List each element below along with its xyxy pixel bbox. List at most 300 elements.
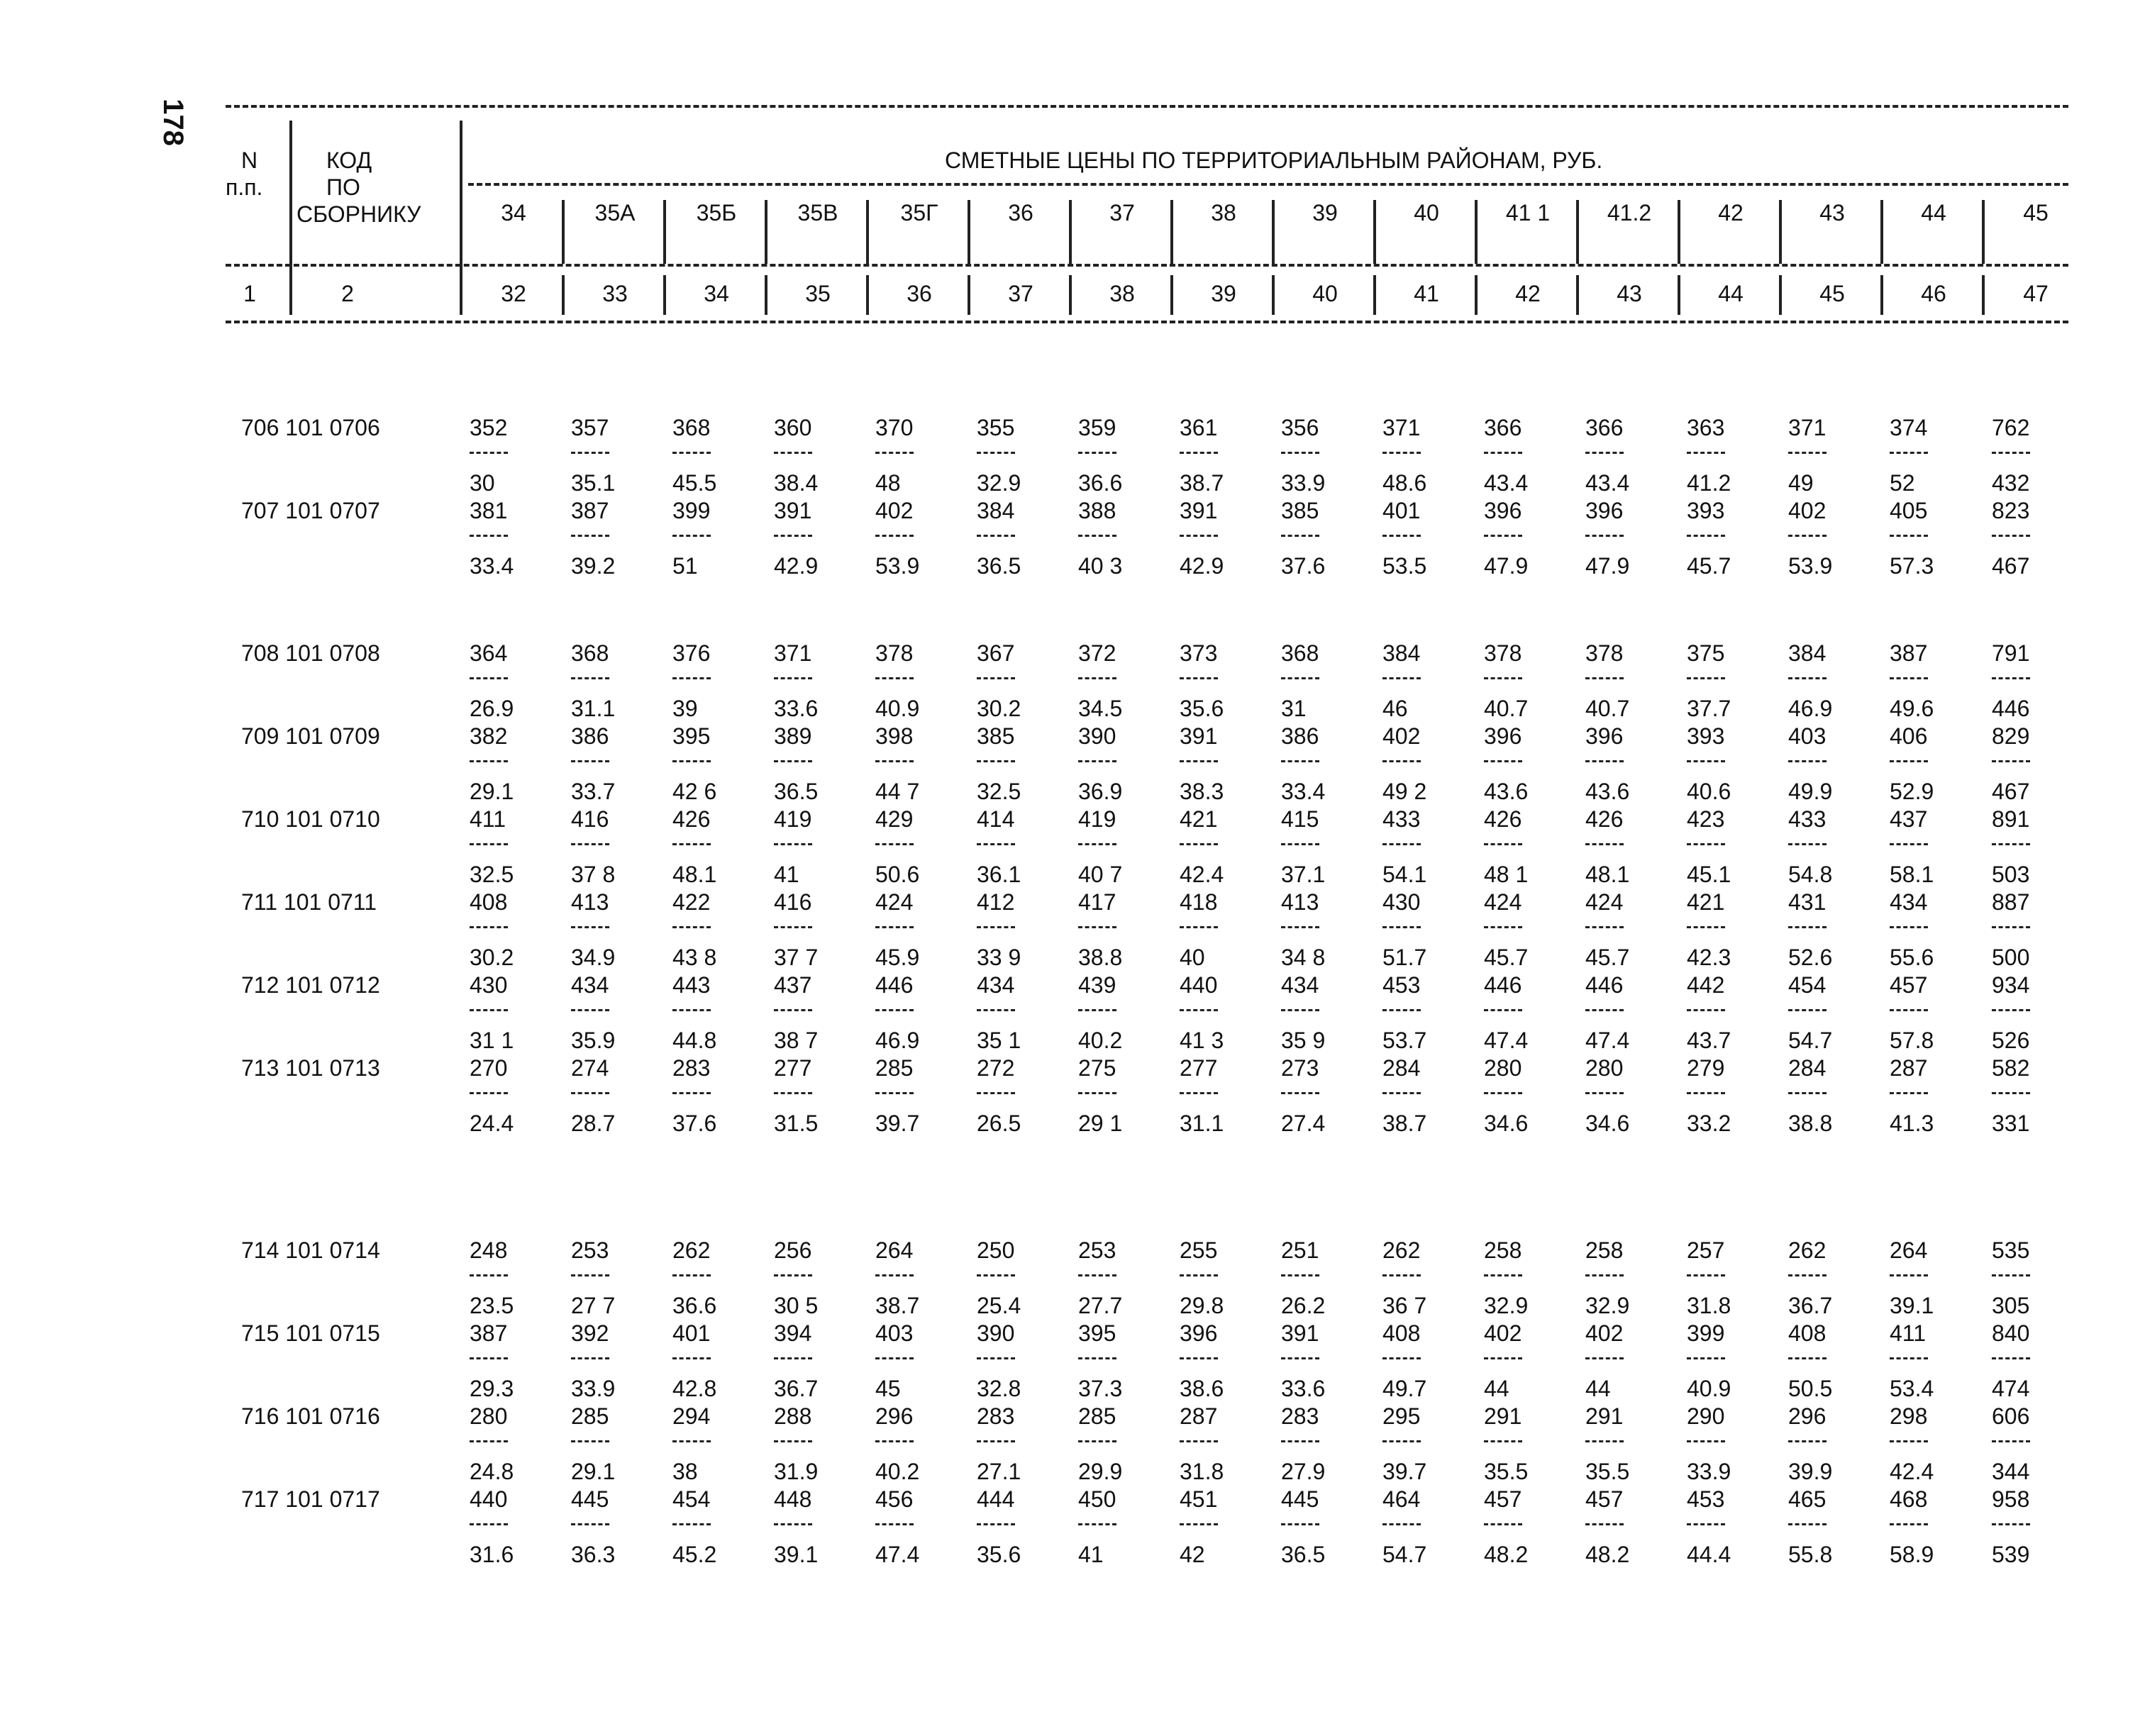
cell-value-bottom: 30 bbox=[470, 470, 495, 496]
cell-fraction-line bbox=[1484, 677, 1522, 679]
cell-value-top: 257 bbox=[1687, 1237, 1725, 1263]
header-vertical-separator bbox=[1880, 200, 1883, 264]
cell-fraction-line bbox=[470, 1092, 508, 1094]
cell-value-bottom: 53.5 bbox=[1382, 553, 1427, 579]
cell-value-top: 258 bbox=[1484, 1237, 1522, 1263]
header-column-label: 39 bbox=[1312, 200, 1338, 226]
cell-value-bottom: 42 6 bbox=[672, 779, 717, 804]
cell-value-top: 390 bbox=[977, 1320, 1015, 1346]
cell-fraction-line bbox=[672, 843, 711, 845]
cell-fraction-line bbox=[1585, 1523, 1624, 1525]
cell-value-bottom: 47.9 bbox=[1585, 553, 1630, 579]
cell-value-bottom: 33 9 bbox=[977, 945, 1021, 970]
cell-fraction-line bbox=[1687, 1274, 1725, 1276]
cell-fraction-line bbox=[1484, 1092, 1522, 1094]
cell-value-top: 355 bbox=[977, 415, 1015, 440]
cell-fraction-line bbox=[672, 535, 711, 537]
cell-fraction-line bbox=[1585, 843, 1624, 845]
cell-value-top: 401 bbox=[672, 1320, 711, 1346]
cell-fraction-line bbox=[1992, 1092, 2030, 1094]
cell-value-top: 375 bbox=[1687, 640, 1725, 666]
cell-fraction-line bbox=[1281, 677, 1319, 679]
cell-value-bottom: 41 bbox=[1078, 1542, 1104, 1567]
cell-value-top: 385 bbox=[1281, 498, 1319, 523]
cell-value-bottom: 49.6 bbox=[1890, 696, 1934, 721]
cell-value-top: 829 bbox=[1992, 723, 2030, 749]
cell-value-top: 360 bbox=[774, 415, 812, 440]
header-column-number: 41 bbox=[1414, 281, 1439, 306]
cell-value-bottom: 50.6 bbox=[875, 862, 920, 887]
cell-value-bottom: 35 1 bbox=[977, 1028, 1021, 1053]
cell-fraction-line bbox=[1890, 1357, 1928, 1359]
cell-fraction-line bbox=[1281, 1274, 1319, 1276]
cell-value-bottom: 57.3 bbox=[1890, 553, 1934, 579]
header-numbers-rule bbox=[226, 264, 2068, 267]
cell-value-top: 440 bbox=[470, 1486, 508, 1512]
cell-fraction-line bbox=[1180, 926, 1218, 928]
cell-value-bottom: 44.4 bbox=[1687, 1542, 1731, 1567]
cell-value-bottom: 40.6 bbox=[1687, 779, 1731, 804]
header-vertical-separator bbox=[289, 121, 292, 298]
cell-value-top: 395 bbox=[1078, 1320, 1116, 1346]
cell-fraction-line bbox=[875, 1440, 914, 1442]
header-col2-line2: ПО bbox=[326, 174, 360, 200]
header-vertical-separator bbox=[1373, 200, 1376, 264]
cell-value-top: 388 bbox=[1078, 498, 1116, 523]
cell-value-top: 277 bbox=[774, 1055, 812, 1081]
cell-value-bottom: 39.7 bbox=[875, 1111, 920, 1136]
cell-value-bottom: 33.9 bbox=[1281, 470, 1326, 496]
cell-fraction-line bbox=[1788, 677, 1827, 679]
cell-value-bottom: 29.1 bbox=[470, 779, 514, 804]
cell-fraction-line bbox=[1281, 1092, 1319, 1094]
header-vertical-separator bbox=[968, 200, 970, 264]
cell-value-bottom: 539 bbox=[1992, 1542, 2030, 1567]
cell-fraction-line bbox=[1687, 1357, 1725, 1359]
cell-fraction-line bbox=[470, 535, 508, 537]
cell-value-top: 274 bbox=[571, 1055, 609, 1081]
cell-value-top: 934 bbox=[1992, 972, 2030, 998]
cell-value-top: 390 bbox=[1078, 723, 1116, 749]
cell-fraction-line bbox=[672, 1523, 711, 1525]
cell-value-bottom: 44 bbox=[1585, 1376, 1611, 1401]
cell-value-top: 371 bbox=[1788, 415, 1827, 440]
cell-value-bottom: 38.3 bbox=[1180, 779, 1224, 804]
cell-fraction-line bbox=[571, 926, 609, 928]
cell-value-bottom: 27.4 bbox=[1281, 1111, 1326, 1136]
cell-value-top: 364 bbox=[470, 640, 508, 666]
cell-value-bottom: 39.2 bbox=[571, 553, 616, 579]
cell-fraction-line bbox=[1484, 535, 1522, 537]
cell-value-bottom: 54.8 bbox=[1788, 862, 1833, 887]
cell-fraction-line bbox=[1180, 677, 1218, 679]
cell-value-bottom: 47.4 bbox=[1484, 1028, 1529, 1053]
cell-value-top: 424 bbox=[1585, 889, 1624, 915]
cell-fraction-line bbox=[1484, 1009, 1522, 1011]
cell-value-bottom: 36.7 bbox=[774, 1376, 819, 1401]
cell-value-top: 374 bbox=[1890, 415, 1928, 440]
row-label: 712 101 0712 bbox=[241, 972, 380, 998]
cell-value-bottom: 33.6 bbox=[1281, 1376, 1326, 1401]
cell-fraction-line bbox=[1180, 535, 1218, 537]
header-column-number: 32 bbox=[501, 281, 526, 306]
cell-value-top: 295 bbox=[1382, 1403, 1421, 1429]
cell-value-bottom: 26.2 bbox=[1281, 1293, 1326, 1318]
cell-value-top: 366 bbox=[1484, 415, 1522, 440]
cell-value-top: 391 bbox=[774, 498, 812, 523]
cell-fraction-line bbox=[1890, 1523, 1928, 1525]
cell-value-top: 456 bbox=[875, 1486, 914, 1512]
cell-fraction-line bbox=[977, 1523, 1015, 1525]
cell-fraction-line bbox=[1078, 1523, 1116, 1525]
cell-value-bottom: 53.4 bbox=[1890, 1376, 1934, 1401]
cell-value-top: 439 bbox=[1078, 972, 1116, 998]
cell-value-top: 430 bbox=[470, 972, 508, 998]
header-column-label: 43 bbox=[1819, 200, 1845, 226]
cell-fraction-line bbox=[672, 760, 711, 762]
cell-fraction-line bbox=[1992, 535, 2030, 537]
cell-fraction-line bbox=[1078, 760, 1116, 762]
cell-fraction-line bbox=[1687, 1092, 1725, 1094]
cell-fraction-line bbox=[1687, 1009, 1725, 1011]
cell-fraction-line bbox=[672, 1092, 711, 1094]
cell-fraction-line bbox=[977, 1357, 1015, 1359]
cell-value-top: 437 bbox=[1890, 806, 1928, 832]
cell-value-bottom: 35.1 bbox=[571, 470, 616, 496]
cell-fraction-line bbox=[1180, 1357, 1218, 1359]
cell-value-top: 298 bbox=[1890, 1403, 1928, 1429]
cell-value-top: 389 bbox=[774, 723, 812, 749]
cell-value-top: 431 bbox=[1788, 889, 1827, 915]
cell-value-bottom: 45.5 bbox=[672, 470, 717, 496]
cell-fraction-line bbox=[1382, 1357, 1421, 1359]
cell-value-bottom: 39.7 bbox=[1382, 1459, 1427, 1484]
cell-fraction-line bbox=[1585, 535, 1624, 537]
cell-value-bottom: 45.7 bbox=[1585, 945, 1630, 970]
cell-value-bottom: 58.9 bbox=[1890, 1542, 1934, 1567]
cell-value-top: 296 bbox=[1788, 1403, 1827, 1429]
header-title: СМЕТНЫЕ ЦЕНЫ ПО ТЕРРИТОРИАЛЬНЫМ РАЙОНАМ, РУБ. bbox=[945, 148, 1603, 173]
cell-fraction-line bbox=[1687, 760, 1725, 762]
cell-fraction-line bbox=[1281, 926, 1319, 928]
cell-value-top: 445 bbox=[571, 1486, 609, 1512]
cell-value-bottom: 49 2 bbox=[1382, 779, 1427, 804]
cell-value-top: 387 bbox=[470, 1320, 508, 1346]
cell-fraction-line bbox=[875, 843, 914, 845]
cell-fraction-line bbox=[774, 1009, 812, 1011]
cell-value-top: 418 bbox=[1180, 889, 1218, 915]
header-column-label: 38 bbox=[1211, 200, 1236, 226]
cell-value-bottom: 53.7 bbox=[1382, 1028, 1427, 1053]
cell-fraction-line bbox=[1687, 926, 1725, 928]
cell-value-bottom: 35 9 bbox=[1281, 1028, 1326, 1053]
cell-value-bottom: 45.1 bbox=[1687, 862, 1731, 887]
cell-fraction-line bbox=[1992, 843, 2030, 845]
cell-fraction-line bbox=[1078, 535, 1116, 537]
cell-value-bottom: 42.9 bbox=[1180, 553, 1224, 579]
cell-value-bottom: 24.8 bbox=[470, 1459, 514, 1484]
cell-value-top: 762 bbox=[1992, 415, 2030, 440]
cell-fraction-line bbox=[571, 1092, 609, 1094]
cell-fraction-line bbox=[1484, 452, 1522, 454]
cell-value-top: 429 bbox=[875, 806, 914, 832]
cell-value-top: 437 bbox=[774, 972, 812, 998]
cell-value-top: 280 bbox=[1484, 1055, 1522, 1081]
cell-fraction-line bbox=[1890, 452, 1928, 454]
cell-value-bottom: 26.9 bbox=[470, 696, 514, 721]
cell-value-bottom: 35.6 bbox=[1180, 696, 1224, 721]
cell-value-bottom: 446 bbox=[1992, 696, 2030, 721]
cell-value-top: 399 bbox=[1687, 1320, 1725, 1346]
cell-value-bottom: 30.2 bbox=[977, 696, 1021, 721]
cell-value-bottom: 46.9 bbox=[1788, 696, 1833, 721]
cell-value-bottom: 44 7 bbox=[875, 779, 920, 804]
cell-value-top: 421 bbox=[1180, 806, 1218, 832]
cell-value-bottom: 52.6 bbox=[1788, 945, 1833, 970]
cell-value-top: 453 bbox=[1382, 972, 1421, 998]
cell-value-bottom: 38.7 bbox=[875, 1293, 920, 1318]
cell-value-top: 396 bbox=[1180, 1320, 1218, 1346]
cell-fraction-line bbox=[1992, 760, 2030, 762]
cell-value-bottom: 40 3 bbox=[1078, 553, 1123, 579]
cell-fraction-line bbox=[571, 1274, 609, 1276]
cell-fraction-line bbox=[1281, 760, 1319, 762]
cell-value-bottom: 39 bbox=[672, 696, 698, 721]
cell-fraction-line bbox=[1180, 1274, 1218, 1276]
cell-value-bottom: 23.5 bbox=[470, 1293, 514, 1318]
cell-value-top: 396 bbox=[1585, 723, 1624, 749]
header-vertical-separator bbox=[1272, 200, 1275, 264]
header-column-label: 37 bbox=[1109, 200, 1135, 226]
cell-value-bottom: 38 7 bbox=[774, 1028, 819, 1053]
cell-value-top: 426 bbox=[672, 806, 711, 832]
cell-value-top: 367 bbox=[977, 640, 1015, 666]
cell-fraction-line bbox=[977, 926, 1015, 928]
header-column-label: 41 1 bbox=[1505, 200, 1551, 226]
cell-value-top: 402 bbox=[875, 498, 914, 523]
cell-value-top: 453 bbox=[1687, 1486, 1725, 1512]
cell-value-bottom: 55.6 bbox=[1890, 945, 1934, 970]
cell-value-bottom: 33.4 bbox=[1281, 779, 1326, 804]
cell-value-bottom: 33.2 bbox=[1687, 1111, 1731, 1136]
cell-value-top: 382 bbox=[470, 723, 508, 749]
cell-fraction-line bbox=[571, 760, 609, 762]
cell-value-top: 399 bbox=[672, 498, 711, 523]
cell-value-top: 371 bbox=[1382, 415, 1421, 440]
header-vertical-separator bbox=[765, 275, 767, 315]
cell-fraction-line bbox=[1078, 1440, 1116, 1442]
cell-fraction-line bbox=[875, 535, 914, 537]
cell-value-bottom: 51.7 bbox=[1382, 945, 1427, 970]
header-vertical-separator bbox=[460, 275, 462, 315]
cell-value-bottom: 32.5 bbox=[470, 862, 514, 887]
cell-value-bottom: 36.5 bbox=[774, 779, 819, 804]
cell-value-top: 356 bbox=[1281, 415, 1319, 440]
cell-value-top: 392 bbox=[571, 1320, 609, 1346]
cell-value-top: 421 bbox=[1687, 889, 1725, 915]
cell-fraction-line bbox=[875, 677, 914, 679]
cell-value-bottom: 43 8 bbox=[672, 945, 717, 970]
header-column-label: 44 bbox=[1921, 200, 1946, 226]
cell-value-bottom: 40.2 bbox=[1078, 1028, 1123, 1053]
cell-value-bottom: 51 bbox=[672, 553, 698, 579]
cell-value-bottom: 43.4 bbox=[1585, 470, 1630, 496]
cell-value-bottom: 467 bbox=[1992, 779, 2030, 804]
cell-value-top: 434 bbox=[977, 972, 1015, 998]
cell-value-top: 424 bbox=[875, 889, 914, 915]
cell-value-bottom: 41 bbox=[774, 862, 799, 887]
row-label: 714 101 0714 bbox=[241, 1237, 380, 1263]
cell-fraction-line bbox=[1890, 760, 1928, 762]
cell-value-bottom: 40.7 bbox=[1585, 696, 1630, 721]
cell-value-bottom: 35.5 bbox=[1585, 1459, 1630, 1484]
header-vertical-separator bbox=[460, 121, 462, 298]
cell-fraction-line bbox=[1788, 452, 1827, 454]
cell-value-top: 442 bbox=[1687, 972, 1725, 998]
cell-value-bottom: 27.1 bbox=[977, 1459, 1021, 1484]
cell-value-top: 393 bbox=[1687, 723, 1725, 749]
cell-fraction-line bbox=[1585, 677, 1624, 679]
cell-value-top: 384 bbox=[1382, 640, 1421, 666]
cell-value-top: 251 bbox=[1281, 1237, 1319, 1263]
header-vertical-separator bbox=[1880, 275, 1883, 315]
cell-fraction-line bbox=[1281, 843, 1319, 845]
cell-value-bottom: 27 7 bbox=[571, 1293, 616, 1318]
cell-fraction-line bbox=[672, 1357, 711, 1359]
cell-value-top: 287 bbox=[1180, 1403, 1218, 1429]
cell-value-top: 381 bbox=[470, 498, 508, 523]
cell-fraction-line bbox=[1180, 1009, 1218, 1011]
cell-value-top: 384 bbox=[1788, 640, 1827, 666]
cell-value-bottom: 45.7 bbox=[1687, 553, 1731, 579]
cell-value-top: 402 bbox=[1484, 1320, 1522, 1346]
cell-value-top: 444 bbox=[977, 1486, 1015, 1512]
cell-value-bottom: 32.8 bbox=[977, 1376, 1021, 1401]
cell-value-bottom: 32.9 bbox=[1585, 1293, 1630, 1318]
header-bottom-rule bbox=[226, 321, 2068, 323]
cell-value-top: 285 bbox=[1078, 1403, 1116, 1429]
cell-value-top: 419 bbox=[1078, 806, 1116, 832]
cell-fraction-line bbox=[571, 677, 609, 679]
cell-value-bottom: 33.6 bbox=[774, 696, 819, 721]
cell-value-top: 891 bbox=[1992, 806, 2030, 832]
cell-fraction-line bbox=[470, 1274, 508, 1276]
cell-fraction-line bbox=[470, 452, 508, 454]
header-column-number: 46 bbox=[1921, 281, 1946, 306]
cell-value-bottom: 48.1 bbox=[672, 862, 717, 887]
cell-value-bottom: 33.7 bbox=[571, 779, 616, 804]
cell-value-top: 283 bbox=[672, 1055, 711, 1081]
cell-value-top: 434 bbox=[1281, 972, 1319, 998]
header-col2-line3: СБОРНИКУ bbox=[296, 201, 421, 227]
cell-value-top: 370 bbox=[875, 415, 914, 440]
cell-value-bottom: 46.9 bbox=[875, 1028, 920, 1053]
header-column-number: 39 bbox=[1211, 281, 1236, 306]
cell-value-top: 291 bbox=[1585, 1403, 1624, 1429]
cell-value-top: 387 bbox=[1890, 640, 1928, 666]
cell-fraction-line bbox=[1992, 677, 2030, 679]
cell-value-bottom: 41.3 bbox=[1890, 1111, 1934, 1136]
cell-value-top: 294 bbox=[672, 1403, 711, 1429]
cell-fraction-line bbox=[1585, 452, 1624, 454]
cell-value-top: 408 bbox=[1382, 1320, 1421, 1346]
cell-fraction-line bbox=[977, 1274, 1015, 1276]
header-col2-line1: КОД bbox=[326, 148, 372, 173]
cell-value-top: 403 bbox=[1788, 723, 1827, 749]
row-label: 716 101 0716 bbox=[241, 1403, 380, 1429]
cell-fraction-line bbox=[1078, 1357, 1116, 1359]
cell-value-top: 887 bbox=[1992, 889, 2030, 915]
cell-value-top: 415 bbox=[1281, 806, 1319, 832]
cell-value-top: 357 bbox=[571, 415, 609, 440]
cell-value-bottom: 39.9 bbox=[1788, 1459, 1833, 1484]
cell-value-top: 424 bbox=[1484, 889, 1522, 915]
header-column-number: 37 bbox=[1008, 281, 1033, 306]
cell-value-top: 378 bbox=[1484, 640, 1522, 666]
cell-value-top: 396 bbox=[1585, 498, 1624, 523]
cell-fraction-line bbox=[470, 1357, 508, 1359]
header-column-number: 35 bbox=[805, 281, 831, 306]
row-label: 713 101 0713 bbox=[241, 1055, 380, 1081]
cell-fraction-line bbox=[875, 1523, 914, 1525]
cell-value-top: 408 bbox=[470, 889, 508, 915]
cell-fraction-line bbox=[1078, 677, 1116, 679]
cell-value-top: 396 bbox=[1484, 498, 1522, 523]
cell-value-bottom: 35.9 bbox=[571, 1028, 616, 1053]
cell-value-bottom: 38.8 bbox=[1078, 945, 1123, 970]
cell-fraction-line bbox=[977, 1440, 1015, 1442]
cell-value-top: 258 bbox=[1585, 1237, 1624, 1263]
cell-value-top: 433 bbox=[1788, 806, 1827, 832]
cell-fraction-line bbox=[1585, 1274, 1624, 1276]
cell-value-bottom: 467 bbox=[1992, 553, 2030, 579]
cell-value-bottom: 41.2 bbox=[1687, 470, 1731, 496]
cell-value-bottom: 32.9 bbox=[1484, 1293, 1529, 1318]
cell-fraction-line bbox=[1484, 760, 1522, 762]
cell-value-top: 262 bbox=[1788, 1237, 1827, 1263]
cell-fraction-line bbox=[977, 1092, 1015, 1094]
cell-fraction-line bbox=[1281, 1523, 1319, 1525]
cell-value-top: 366 bbox=[1585, 415, 1624, 440]
cell-value-top: 391 bbox=[1180, 723, 1218, 749]
cell-value-bottom: 36.5 bbox=[977, 553, 1021, 579]
cell-value-top: 446 bbox=[1484, 972, 1522, 998]
cell-value-top: 368 bbox=[571, 640, 609, 666]
cell-value-bottom: 50.5 bbox=[1788, 1376, 1833, 1401]
cell-value-bottom: 36.1 bbox=[977, 862, 1021, 887]
cell-fraction-line bbox=[977, 677, 1015, 679]
cell-value-bottom: 43.4 bbox=[1484, 470, 1529, 496]
cell-value-bottom: 31.9 bbox=[774, 1459, 819, 1484]
cell-fraction-line bbox=[1281, 1440, 1319, 1442]
cell-value-top: 255 bbox=[1180, 1237, 1218, 1263]
cell-fraction-line bbox=[571, 1440, 609, 1442]
cell-fraction-line bbox=[1890, 1274, 1928, 1276]
cell-value-bottom: 36 7 bbox=[1382, 1293, 1427, 1318]
cell-value-top: 290 bbox=[1687, 1403, 1725, 1429]
cell-fraction-line bbox=[672, 452, 711, 454]
cell-fraction-line bbox=[571, 452, 609, 454]
page-number: 178 bbox=[157, 99, 189, 146]
cell-fraction-line bbox=[1382, 1440, 1421, 1442]
cell-value-top: 372 bbox=[1078, 640, 1116, 666]
cell-value-bottom: 31.1 bbox=[571, 696, 616, 721]
cell-fraction-line bbox=[1382, 535, 1421, 537]
cell-fraction-line bbox=[1687, 452, 1725, 454]
cell-value-top: 253 bbox=[571, 1237, 609, 1263]
cell-fraction-line bbox=[1585, 1440, 1624, 1442]
cell-value-top: 402 bbox=[1382, 723, 1421, 749]
